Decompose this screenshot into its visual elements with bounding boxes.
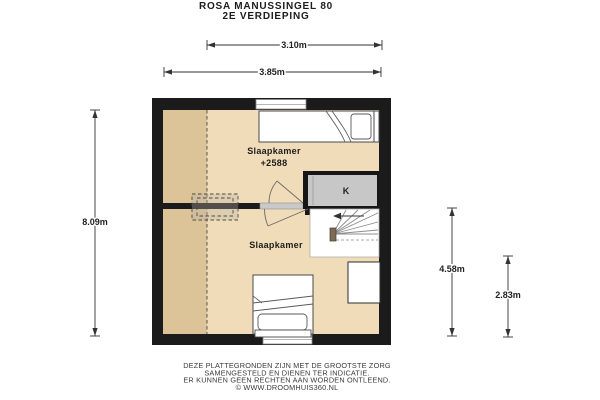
bed-pillow [258,314,307,330]
low-headroom-zone [163,110,207,334]
dimension-right-1 [439,208,465,336]
bed-bottom-bedroom [253,275,313,337]
dimension-left-label: 8.09m [82,217,108,227]
dimension-right-2-label: 2.83m [495,290,521,300]
disclaimer-line-4: © WWW.DROOMHUIS360.NL [235,382,339,392]
disclaimer-line-1: DEZE PLATTEGRONDEN ZIJN MET DE GROOTSTE ZORG [183,361,391,370]
window-top [256,100,306,110]
disclaimer [183,361,391,392]
door-threshold [260,203,303,209]
bedroom-top-label: Slaapkamer [247,146,301,156]
bed-pillow [351,114,371,139]
closet-k [303,171,379,209]
staircase [310,209,379,257]
cabinet [348,262,380,303]
floorplan [152,98,391,345]
disclaimer-line-2: SAMENGESTELD EN DIENEN TER INDICATIE. [204,368,370,378]
dimension-top-outer-label: 3.85m [259,67,285,77]
bed-top-bedroom [259,111,379,142]
bed-footboard [255,330,311,337]
dimension-top-outer [164,67,381,77]
dimension-left [82,110,108,336]
dimension-right-1-label: 4.58m [439,264,465,274]
stair-newel-post [330,228,336,241]
dimension-top-inner [207,40,382,50]
bedroom-bottom-label: Slaapkamer [249,240,303,250]
plan-subtitle: 2E VERDIEPING [222,11,310,22]
closet-label: K [342,186,350,196]
disclaimer-line-3: ER KUNNEN GEEN RECHTEN AAN WORDEN ONTLEEND. [183,375,391,385]
dimension-right-2 [495,256,521,337]
plan-title: ROSA MANUSSINGEL 80 [198,1,334,12]
bedroom-top-level: +2588 [260,158,288,168]
dimension-top-inner-label: 3.10m [281,40,307,50]
bed-headboard [374,111,379,142]
